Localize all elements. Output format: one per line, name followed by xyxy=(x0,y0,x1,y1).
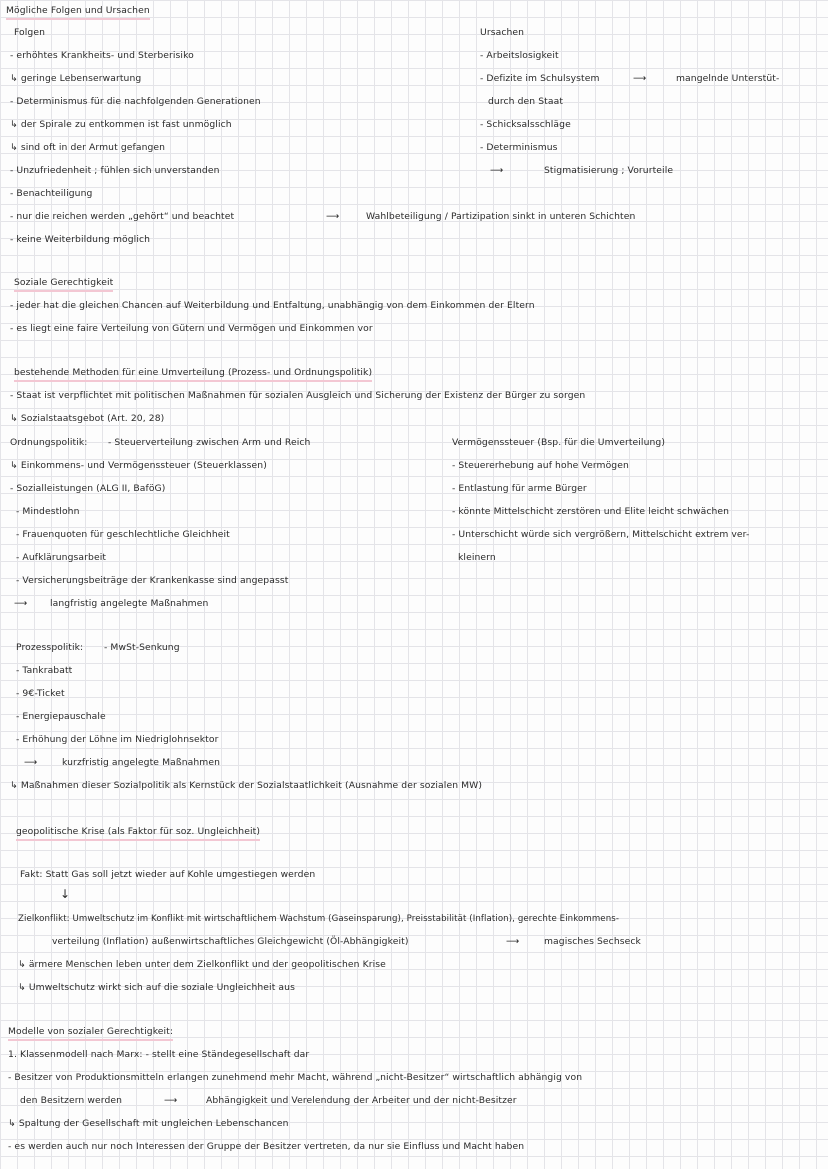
prozess-arrow: ⟶ xyxy=(24,757,38,768)
prozess-line: - MwSt-Senkung xyxy=(104,642,180,653)
section-title-umverteilung: bestehende Methoden für eine Umverteilung (Prozess- und Ordnungspolitik) xyxy=(14,366,372,382)
ordnung-line: - Frauenquoten für geschlechtliche Gleichheit xyxy=(16,529,230,540)
vermoegen-line: - könnte Mittelschicht zerstören und Elite leicht schwächen xyxy=(452,506,730,517)
prozess-line: - Tankrabatt xyxy=(16,665,73,676)
ursachen-heading: Ursachen xyxy=(480,27,525,38)
prozess-line: - Energiepauschale xyxy=(16,711,106,722)
folgen-arrow: ⟶ xyxy=(326,211,340,222)
ordnungspolitik-heading: Ordnungspolitik: xyxy=(10,437,88,448)
ursachen-arrow: ⟶ xyxy=(490,165,504,176)
vermoegen-line: - Steuererhebung auf hohe Vermögen xyxy=(452,460,629,471)
vermoegenssteuer-heading: Vermögenssteuer (Bsp. für die Umverteilung) xyxy=(452,437,666,448)
modelle-line: Abhängigkeit und Verelendung der Arbeiter und der nicht-Besitzer xyxy=(206,1095,517,1106)
folgen-line: - keine Weiterbildung möglich xyxy=(10,234,151,245)
prozess-line: - Erhöhung der Löhne im Niedriglohnsektor xyxy=(16,734,219,745)
ordnung-line: ↳ Einkommens- und Vermögenssteuer (Steuerklassen) xyxy=(10,460,267,471)
zielkonflikt-line: verteilung (Inflation) außenwirtschaftliches Gleichgewicht (Öl-Abhängigkeit) xyxy=(52,936,409,947)
ursachen-line: - Arbeitslosigkeit xyxy=(480,50,559,61)
klassenmodell-heading: 1. Klassenmodell nach Marx: - stellt eine Ständegesellschaft dar xyxy=(8,1049,310,1060)
folgen-line: - nur die reichen werden „gehört“ und beachtet xyxy=(10,211,235,222)
ordnung-line: - Mindestlohn xyxy=(16,506,80,517)
ursachen-line: - Defizite im Schulsystem xyxy=(480,73,600,84)
modelle-arrow: ⟶ xyxy=(164,1095,178,1106)
section-title-folgen-ursachen: Mögliche Folgen und Ursachen xyxy=(6,4,150,20)
ordnung-line: - Sozialleistungen (ALG II, BaföG) xyxy=(10,483,166,494)
zielkonflikt-result: magisches Sechseck xyxy=(544,936,641,947)
modelle-line: ↳ Spaltung der Gesellschaft mit ungleichen Lebenschancen xyxy=(8,1118,289,1129)
section-title-soziale-gerechtigkeit: Soziale Gerechtigkeit xyxy=(14,276,113,292)
ordnung-line: - Aufklärungsarbeit xyxy=(16,552,107,563)
zielkonflikt-arrow: ⟶ xyxy=(506,936,520,947)
folgen-line: - Unzufriedenheit ; fühlen sich unverstanden xyxy=(10,165,220,176)
modelle-line: - es werden auch nur noch Interessen der Gruppe der Besitzer vertreten, da nur sie Einfluss und Macht haben xyxy=(8,1141,525,1152)
section-title-modelle: Modelle von sozialer Gerechtigkeit: xyxy=(8,1025,173,1041)
fakt-line: Fakt: Statt Gas soll jetzt wieder auf Kohle umgestiegen werden xyxy=(20,869,316,880)
vermoegen-line: kleinern xyxy=(458,552,496,563)
prozesspolitik-heading: Prozesspolitik: xyxy=(16,642,84,653)
zielkonflikt-line: Zielkonflikt: Umweltschutz im Konflikt mit wirtschaftlichem Wachstum (Gaseinsparung), Preisstabilität (Inflation), gerechte Einkommens- xyxy=(18,914,620,924)
folgen-heading: Folgen xyxy=(14,27,46,38)
ursachen-line: durch den Staat xyxy=(488,96,564,107)
down-arrow: ↓ xyxy=(60,887,71,901)
prozess-line: - 9€-Ticket xyxy=(16,688,65,699)
folgen-line: ↳ sind oft in der Armut gefangen xyxy=(10,142,166,153)
section-title-geopolitische-krise: geopolitische Krise (als Faktor für soz. Ungleichheit) xyxy=(16,825,260,841)
folgen-line: ↳ der Spirale zu entkommen ist fast unmöglich xyxy=(10,119,232,130)
umverteilung-intro: - Staat ist verpflichtet mit politischen Maßnahmen für sozialen Ausgleich und Sicherung der Existenz der Bürger zu sorgen xyxy=(10,390,586,401)
umverteilung-intro: ↳ Sozialstaatsgebot (Art. 20, 28) xyxy=(10,413,165,424)
folgen-line: - Benachteiligung xyxy=(10,188,93,199)
folgen-line: - erhöhtes Krankheits- und Sterberisiko xyxy=(10,50,194,61)
folgen-result: Wahlbeteiligung / Partizipation sinkt in unteren Schichten xyxy=(366,211,636,222)
ursachen-result: mangelnde Unterstüt- xyxy=(676,73,780,84)
ursachen-arrow: ⟶ xyxy=(633,73,647,84)
modelle-line: den Besitzern werden xyxy=(20,1095,123,1106)
prozess-result: kurzfristig angelegte Maßnahmen xyxy=(62,757,221,768)
gerechtigkeit-line: - es liegt eine faire Verteilung von Gütern und Vermögen und Einkommen vor xyxy=(10,323,373,334)
ursachen-line: - Determinismus xyxy=(480,142,558,153)
vermoegen-line: - Entlastung für arme Bürger xyxy=(452,483,587,494)
krise-line: ↳ Umweltschutz wirkt sich auf die soziale Ungleichheit aus xyxy=(18,982,295,993)
ordnung-arrow: ⟶ xyxy=(14,598,28,609)
ordnung-line: - Steuerverteilung zwischen Arm und Reich xyxy=(108,437,311,448)
ordnung-result: langfristig angelegte Maßnahmen xyxy=(50,598,209,609)
krise-line: ↳ ärmere Menschen leben unter dem Zielkonflikt und der geopolitischen Krise xyxy=(18,959,386,970)
folgen-line: - Determinismus für die nachfolgenden Generationen xyxy=(10,96,261,107)
sozialpolitik-conclusion: ↳ Maßnahmen dieser Sozialpolitik als Kernstück der Sozialstaatlichkeit (Ausnahme der sozialen MW) xyxy=(10,780,483,791)
ursachen-line: - Schicksalsschläge xyxy=(480,119,571,130)
gerechtigkeit-line: - jeder hat die gleichen Chancen auf Weiterbildung und Entfaltung, unabhängig von dem Einkommen der Eltern xyxy=(10,300,535,311)
modelle-line: - Besitzer von Produktionsmitteln erlangen zunehmend mehr Macht, während „nicht-Besitzer“ wirtschaftlich abhängig von xyxy=(8,1072,583,1083)
ursachen-result: Stigmatisierung ; Vorurteile xyxy=(544,165,674,176)
vermoegen-line: - Unterschicht würde sich vergrößern, Mittelschicht extrem ver- xyxy=(452,529,750,540)
folgen-line: ↳ geringe Lebenserwartung xyxy=(10,73,142,84)
ordnung-line: - Versicherungsbeiträge der Krankenkasse sind angepasst xyxy=(16,575,289,586)
